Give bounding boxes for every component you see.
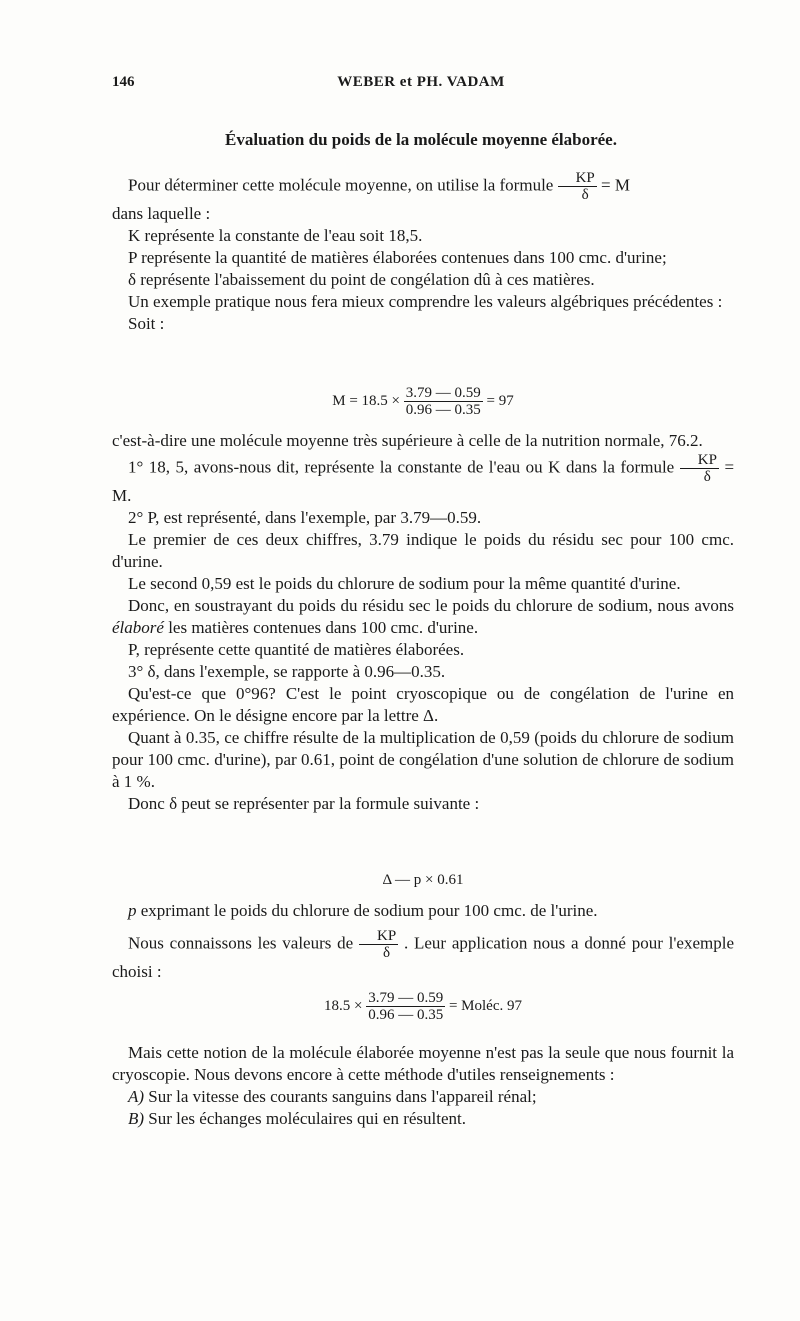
paragraph: 3° δ, dans l'exemple, se rapporte à 0.96—0.35.: [128, 662, 446, 681]
running-title: WEBER et PH. VADAM: [337, 74, 505, 90]
paragraph: p exprimant le poids du chlorure de sodium pour 100 cmc. de l'urine.: [128, 901, 598, 920]
intro-block: [112, 170, 734, 335]
list-item-a: A) Sur la vitesse des courants sanguins dans l'appareil rénal;: [128, 1087, 537, 1106]
formula-intro: Pour déterminer cette molécule moyenne, on utilise la formule $\frac{KP}{\delta}$ = M: [128, 170, 630, 203]
delta-definition: δ représente l'abaissement du point de congélation dû à ces matières.: [128, 270, 595, 289]
equation-1: M = 18.5 × $\frac{3.79 — 0.59}{0.96 — 0.35}$ = 97: [332, 385, 514, 418]
k-definition: K représente la constante de l'eau soit 18,5.: [128, 226, 423, 245]
fraction-kp-delta: $\frac{KP}{\delta}$: [680, 452, 719, 485]
paragraph: Mais cette notion de la molécule élaborée moyenne n'est pas la seule que nous fournit la cryoscopie. Nous devons encore à cette méthode d'utiles renseignements :: [112, 1043, 734, 1084]
paragraph: 1° 18, 5, avons-nous dit, représente la constante de l'eau ou K dans la formule $\frac{KP}{\delta}$ = M.: [112, 452, 735, 505]
soit-label: Soit :: [128, 314, 165, 333]
paragraph: Nous connaissons les valeurs de $\frac{KP}{\delta}$ . Leur application nous a donné pour l'exemple choisi :: [112, 928, 735, 981]
equation-2: Δ — p × 0.61: [382, 872, 464, 888]
paragraph: Le second 0,59 est le poids du chlorure de sodium pour la même quantité d'urine.: [128, 574, 681, 593]
section-title: Évaluation du poids de la molécule moyenne élaborée.: [225, 130, 617, 149]
paragraph: P, représente cette quantité de matières élaborées.: [128, 640, 465, 659]
paragraph: Donc δ peut se représenter par la formule suivante :: [128, 794, 480, 813]
closing-block: [112, 1042, 734, 1130]
dans-laquelle: dans laquelle :: [112, 204, 211, 223]
paragraph: Donc, en soustrayant du poids du résidu sec le poids du chlorure de sodium, nous avons élaboré les matières contenues dans 100 cmc. d'urine.: [112, 596, 734, 637]
example-intro: Un exemple pratique nous fera mieux comprendre les valeurs algébriques précédentes :: [128, 292, 723, 311]
p-definition: P représente la quantité de matières élaborées contenues dans 100 cmc. d'urine;: [128, 248, 667, 267]
paragraph: Le premier de ces deux chiffres, 3.79 indique le poids du résidu sec pour 100 cmc. d'urine.: [112, 530, 734, 571]
list-item-b: B) Sur les échanges moléculaires qui en résultent.: [128, 1109, 467, 1128]
fraction-kp-delta: $\frac{KP}{\delta}$: [558, 170, 597, 203]
application-block: [112, 900, 734, 983]
page-number: 146: [112, 74, 135, 90]
explanation-block: [112, 430, 734, 815]
paragraph: 2° P, est représenté, dans l'exemple, par 3.79—0.59.: [128, 508, 482, 527]
fraction-kp-delta: $\frac{KP}{\delta}$: [359, 928, 398, 961]
page-header: [112, 74, 730, 96]
paragraph: c'est-à-dire une molécule moyenne très supérieure à celle de la nutrition normale, 76.2.: [112, 431, 703, 450]
equation-3: 18.5 × $\frac{3.79 — 0.59}{0.96 — 0.35}$ = Moléc. 97: [324, 990, 522, 1023]
paragraph: Quant à 0.35, ce chiffre résulte de la multiplication de 0,59 (poids du chlorure de sodium pour 100 cmc. d'urine), par 0.61, point de congélation d'une solution de chlorure de sodium à 1 %.: [112, 728, 734, 791]
paragraph: Qu'est-ce que 0°96? C'est le point cryoscopique ou de congélation de l'urine en expérience. On le désigne encore par la lettre Δ.: [112, 684, 734, 725]
